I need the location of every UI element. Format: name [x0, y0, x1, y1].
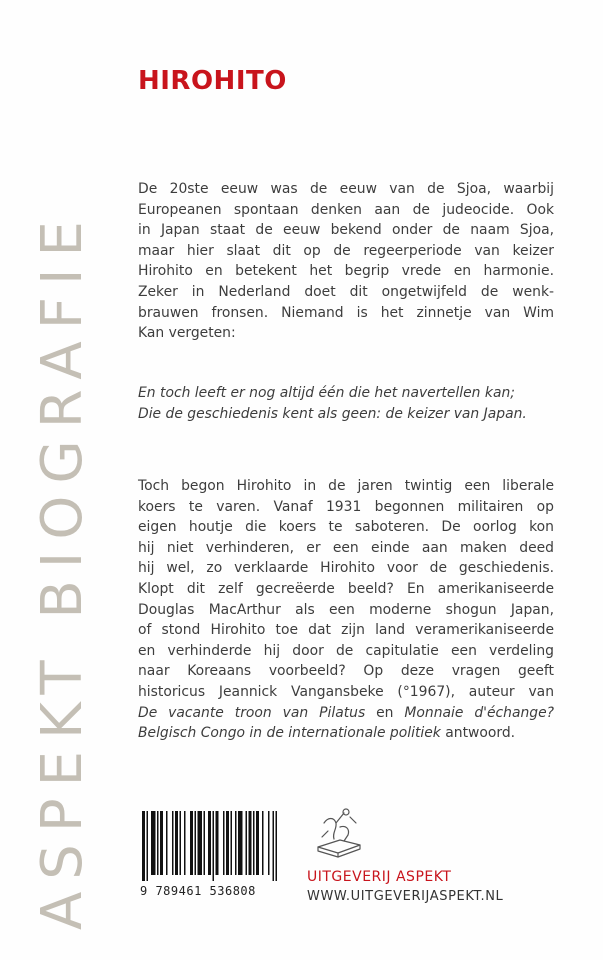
text-line: naar Koreaans voorbeeld? Op deze vragen geeft [138, 663, 554, 680]
isbn-number: 9 789461 536808 [140, 884, 256, 898]
barcode-bar [198, 811, 203, 875]
barcode-bar [238, 811, 243, 875]
barcode-bar [180, 811, 182, 875]
text-line: of stond Hirohito toe dat zijn land veramerikaniseerde [138, 622, 554, 639]
book-title-italic: Belgisch Congo in de internationale politiek [138, 725, 441, 742]
barcode-bar [172, 811, 174, 875]
barcode-bar [226, 811, 229, 875]
barcode-bar [256, 811, 259, 875]
barcode-bar [213, 811, 215, 881]
barcode-bar [147, 811, 149, 881]
book-title-italic: Monnaie d'échange? [404, 704, 555, 721]
barcode-bar [246, 811, 248, 875]
barcode-bar [190, 811, 193, 875]
barcode-bar [166, 811, 168, 875]
book-title-italic: De vacante troon van Pilatus [138, 704, 366, 721]
barcode-bar [204, 811, 206, 875]
text-line: eigen houtje die koers te saboteren. De oorlog kon [138, 519, 554, 536]
barcode-bar [262, 811, 264, 875]
connector-text: en [365, 704, 405, 721]
publisher-logo-icon [310, 803, 370, 863]
barcode-bar [160, 811, 163, 875]
quote-block [138, 383, 554, 424]
book-title: HIROHITO [138, 66, 287, 96]
barcode-bar [216, 811, 219, 875]
text-line: en verhinderde hij door de capitulatie een verdeling [138, 642, 554, 659]
text-line: De 20ste eeuw was de eeuw van de Sjoa, waarbij [138, 181, 554, 197]
text-line: maar hier slaat dit op de regeerperiode van keizer [138, 242, 554, 259]
barcode-bar [151, 811, 156, 875]
barcode-bar [223, 811, 225, 875]
text-line: Toch begon Hirohito in de jaren twintig een liberale [138, 478, 554, 494]
series-label: ASPEKT BIOGRAFIE [30, 209, 95, 930]
text-line [138, 723, 554, 744]
barcode-bar [268, 811, 270, 875]
quote-line: Die de geschiedenis kent als geen: de keizer van Japan. [138, 405, 527, 422]
text-line: hij wel, zo verklaarde Hirohito voor de geschiedenis. [138, 560, 554, 577]
text-line: in Japan staat de eeuw bekend onder de naam Sjoa, [138, 222, 554, 239]
barcode-bar [142, 811, 145, 881]
publisher-name: UITGEVERIJ ASPEKT [307, 869, 452, 885]
text-line [138, 703, 554, 724]
text-line: koers te varen. Vanaf 1931 begonnen militairen op [138, 498, 554, 515]
text-line: Douglas MacArthur als een moderne shogun Japan, [138, 601, 554, 618]
barcode-bar [157, 811, 159, 875]
barcode-bar [235, 811, 237, 875]
barcode-bar [208, 811, 211, 875]
text-line: Klopt dit zelf gecreëerde beeld? En amerikaniseerde [138, 580, 554, 597]
barcode-bar [273, 811, 275, 881]
barcode-bar [231, 811, 233, 875]
barcode-bar [276, 811, 278, 881]
publisher-website: WWW.UITGEVERIJASPEKT.NL [307, 889, 504, 904]
barcode-bar [175, 811, 178, 875]
barcode-bar [195, 811, 197, 875]
text-line: hij niet verhinderen, er een einde aan maken deed [138, 539, 554, 556]
text-line: historicus Jeannick Vangansbeke (°1967), auteur van [138, 683, 554, 700]
text-line: Europeanen spontaan denken aan de judeocide. Ook [138, 201, 554, 218]
text-line: Kan vergeten: [138, 325, 236, 342]
paragraph-main [138, 476, 554, 744]
text-line: Zeker in Nederland doet dit ongetwijfeld de wenk- [138, 283, 554, 300]
barcode [140, 811, 280, 881]
barcode-bar [253, 811, 255, 875]
closing-text: antwoord. [440, 725, 516, 742]
quote-line: En toch leeft er nog altijd één die het navertellen kan; [138, 385, 515, 401]
barcode-bar [249, 811, 252, 875]
text-line: Hirohito en betekent het begrip vrede en harmonie. [138, 263, 554, 280]
paragraph-intro [138, 179, 554, 344]
text-line: brauwen fronsen. Niemand is het zinnetje van Wim [138, 304, 554, 321]
barcode-bar [184, 811, 186, 875]
